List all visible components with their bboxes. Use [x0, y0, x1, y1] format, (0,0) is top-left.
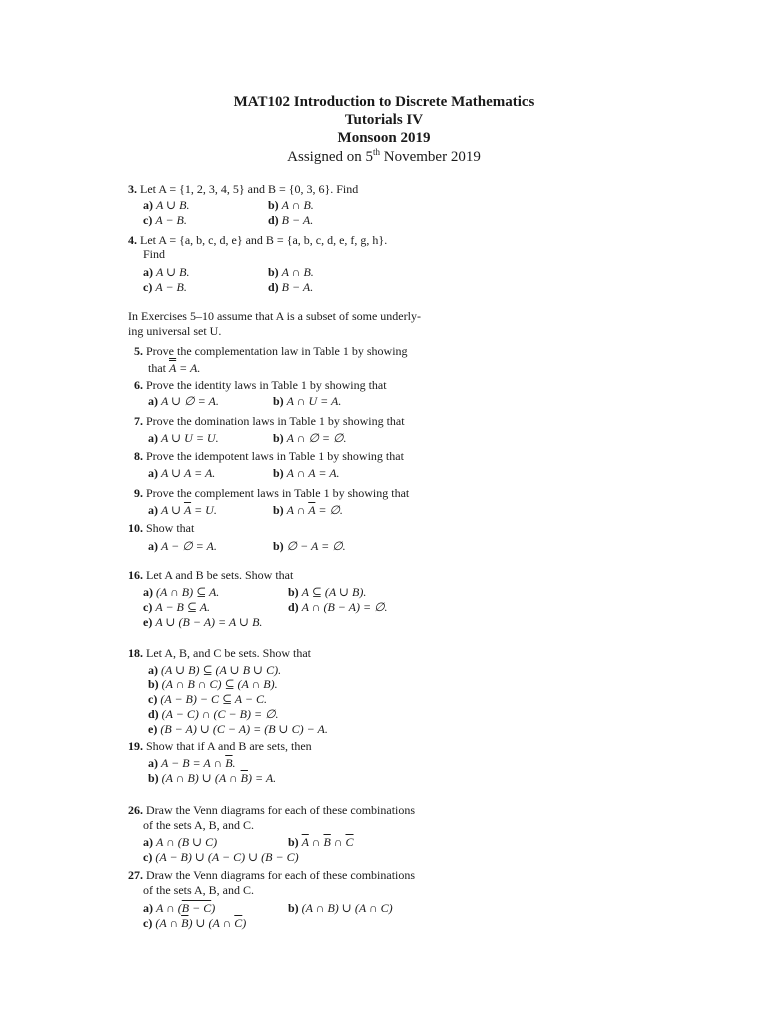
q26-a: a) A ∩ (B ∪ C) [143, 835, 218, 849]
q4-stem: 4. Let A = {a, b, c, d, e} and B = {a, b, c, d, e, f, g, h}. [128, 233, 388, 247]
assigned-date: Assigned on 5th November 2019 [287, 147, 481, 165]
q9-b: b) A ∩ A = ∅. [273, 503, 343, 517]
q7-stem: 7. Prove the domination laws in Table 1 by showing that [134, 414, 405, 428]
q18-e: e) (B − A) ∪ (C − A) = (B ∪ C) − A. [148, 722, 328, 736]
q16-d: d) A ∩ (B − A) = ∅. [288, 600, 388, 614]
q16-stem: 16. Let A and B be sets. Show that [128, 568, 294, 582]
course-title: MAT102 Introduction to Discrete Mathematics [233, 94, 535, 110]
q4-b: b) A ∩ B. [268, 265, 314, 279]
q18-a: a) (A ∪ B) ⊆ (A ∪ B ∪ C). [148, 663, 282, 677]
q10-b: b) ∅ − A = ∅. [273, 539, 346, 553]
q4-d: d) B − A. [268, 280, 314, 294]
q26-stem: 26. Draw the Venn diagrams for each of these combinations [128, 803, 416, 817]
q18-stem: 18. Let A, B, and C be sets. Show that [128, 646, 311, 660]
q26-stem2: of the sets A, B, and C. [143, 818, 254, 832]
q16-a: a) (A ∩ B) ⊆ A. [143, 585, 220, 599]
q19-a: a) A − B = A ∩ B. [148, 756, 236, 770]
q8-a: a) A ∪ A = A. [148, 466, 216, 480]
q27-a: a) A ∩ (B − C) [143, 901, 216, 915]
q19-stem: 19. Show that if A and B are sets, then [128, 739, 312, 753]
exercises-intro-line1: In Exercises 5–10 assume that A is a subset of some underly- [128, 309, 421, 323]
q9-a: a) A ∪ A = U. [148, 503, 217, 517]
q27-stem: 27. Draw the Venn diagrams for each of these combinations [128, 868, 416, 882]
q5-line2: that A = A. [148, 361, 201, 375]
q8-b: b) A ∩ A = A. [273, 466, 340, 480]
exercises-intro-line2: ing universal set U. [128, 324, 222, 338]
q18-d: d) (A − C) ∩ (C − B) = ∅. [148, 707, 279, 721]
q19-b: b) (A ∩ B) ∪ (A ∩ B) = A. [148, 771, 277, 785]
q27-b: b) (A ∩ B) ∪ (A ∩ C) [288, 901, 393, 915]
q4-a: a) A ∪ B. [143, 265, 190, 279]
q16-e: e) A ∪ (B − A) = A ∪ B. [143, 615, 263, 629]
q10-a: a) A − ∅ = A. [148, 539, 217, 553]
q6-stem: 6. Prove the identity laws in Table 1 by showing that [134, 378, 387, 392]
q16-b: b) A ⊆ (A ∪ B). [288, 585, 367, 599]
q4-stem2: Find [143, 247, 166, 261]
q3-b: b) A ∩ B. [268, 198, 314, 212]
q27-c: c) (A ∩ B) ∪ (A ∩ C) [143, 916, 247, 930]
q4-c: c) A − B. [143, 280, 187, 294]
q9-stem: 9. Prove the complement laws in Table 1 by showing that [134, 486, 410, 500]
q7-b: b) A ∩ ∅ = ∅. [273, 431, 347, 445]
tutorial-title: Tutorials IV [344, 112, 424, 128]
q26-c: c) (A − B) ∪ (A − C) ∪ (B − C) [143, 850, 299, 864]
term-title: Monsoon 2019 [337, 130, 431, 146]
q3-c: c) A − B. [143, 213, 187, 227]
q6-b: b) A ∩ U = A. [273, 394, 342, 408]
q18-b: b) (A ∩ B ∩ C) ⊆ (A ∩ B). [148, 677, 278, 691]
q3-stem: 3. Let A = {1, 2, 3, 4, 5} and B = {0, 3, 6}. Find [128, 182, 359, 196]
q18-c: c) (A − B) − C ⊆ A − C. [148, 692, 268, 706]
q10-stem: 10. Show that [128, 521, 195, 535]
q7-a: a) A ∪ U = U. [148, 431, 219, 445]
q16-c: c) A − B ⊆ A. [143, 600, 211, 614]
q3-d: d) B − A. [268, 213, 314, 227]
q5-stem: 5. Prove the complementation law in Table 1 by showing [134, 344, 408, 358]
q26-b: b) A ∩ B ∩ C [288, 835, 354, 849]
q6-a: a) A ∪ ∅ = A. [148, 394, 219, 408]
q8-stem: 8. Prove the idempotent laws in Table 1 by showing that [134, 449, 404, 463]
q3-a: a) A ∪ B. [143, 198, 190, 212]
q27-stem2: of the sets A, B, and C. [143, 883, 254, 897]
